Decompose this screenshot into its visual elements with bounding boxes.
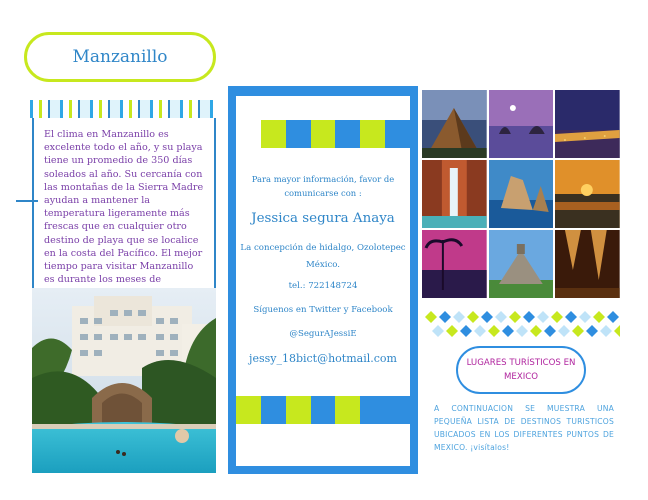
diamond-shape <box>586 325 598 337</box>
contact-address: La concepción de hidalgo, Ozolotepec México. <box>240 243 406 270</box>
manzanillo-description: El clima en Manzanillo es excelente todo el año, y su playa tiene un promedio de 350 días soleados al año. Su cercanía con las montañas de la Sierra Madre ayudan a mantener la temperatura ligeramente más frescas que en cualquier otro destino de playa que se localice en la costa del Pacífico. El mejor tiempo para visitar Manzanillo es durante los meses de <box>44 129 204 286</box>
diamond-shape <box>467 311 479 323</box>
diamond-shape <box>551 311 563 323</box>
contact-name: Jessica segura Anaya <box>251 211 395 226</box>
cave-photo <box>555 230 620 298</box>
bay-rocks-photo <box>489 90 554 158</box>
diamond-shape <box>572 325 584 337</box>
diamond-shape <box>453 311 465 323</box>
tourist-places-heading <box>456 346 586 394</box>
diamond-shape <box>425 311 437 323</box>
diamond-shape <box>614 325 620 337</box>
contact-email[interactable]: jessy_18bict@hotmail.com <box>249 352 397 365</box>
social-handle[interactable]: @SegurAJessiE <box>289 329 357 339</box>
social-invite: Síguenos en Twitter y Facebook <box>253 305 393 315</box>
diamond-shape <box>530 325 542 337</box>
diamond-shape <box>537 311 549 323</box>
diamond-shape <box>516 325 528 337</box>
hotel-photo <box>32 288 216 473</box>
manzanillo-title-text: Manzanillo <box>72 47 168 67</box>
diamond-shape <box>509 311 521 323</box>
diamond-shape <box>446 325 458 337</box>
diamond-shape <box>439 311 451 323</box>
tourist-places-description: A CONTINUACION SE MUESTRA UNA PEQUEÑA LISTA DE DESTINOS TURISTICOS UBICADOS EN LOS DIFERENTES PUNTOS DE MEXICO. ¡visítalos! <box>434 404 614 452</box>
diamond-pattern-band <box>424 310 620 338</box>
destinations-photo-grid <box>422 90 620 298</box>
contact-phone: tel.: 722148724 <box>288 281 358 291</box>
diamond-shape <box>502 325 514 337</box>
diamond-shape <box>558 325 570 337</box>
decorative-stripe-bar <box>30 100 216 118</box>
diamond-shape <box>523 311 535 323</box>
diamond-shape <box>488 325 500 337</box>
diamond-shape <box>495 311 507 323</box>
contact-intro: Para mayor información, favor de comunicarse con : <box>251 174 395 198</box>
diamond-shape <box>474 325 486 337</box>
diamond-shape <box>600 325 612 337</box>
night-city-photo <box>555 90 620 158</box>
chichen-itza-photo <box>489 230 554 298</box>
checker-band-bottom <box>236 396 410 424</box>
diamond-shape <box>593 311 605 323</box>
beach-sunset-photo <box>555 160 620 228</box>
manzanillo-title <box>24 32 216 82</box>
diamond-shape <box>481 311 493 323</box>
waterfall-photo <box>422 160 487 228</box>
diamond-shape <box>607 311 619 323</box>
pyramid-sunset-photo <box>422 90 487 158</box>
diamond-shape <box>460 325 472 337</box>
diamond-shape <box>544 325 556 337</box>
checker-band-top <box>236 120 410 148</box>
diamond-shape <box>565 311 577 323</box>
palm-silhouette-photo <box>422 230 487 298</box>
arch-rock-photo <box>489 160 554 228</box>
diamond-shape <box>579 311 591 323</box>
tourist-places-heading-text: LUGARES TURÍSTICOS EN MEXICO <box>466 358 576 382</box>
diamond-shape <box>432 325 444 337</box>
